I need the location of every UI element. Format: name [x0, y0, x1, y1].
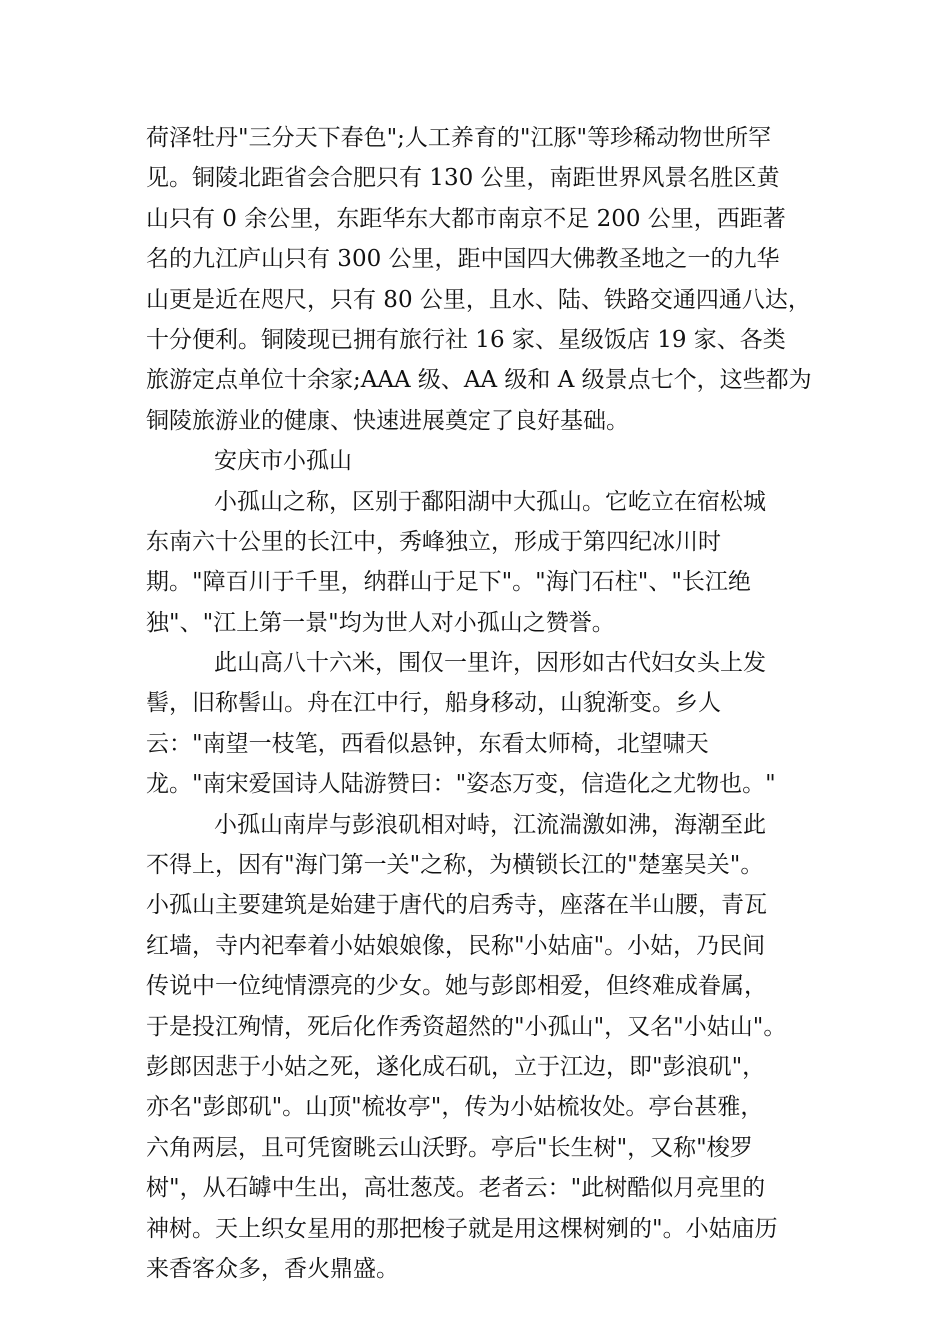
text-line: 铜陵旅游业的健康、快速进展奠定了良好基础。 [146, 407, 629, 434]
text-line: 小孤山南岸与彭浪矶相对峙，江流湍激如沸，海潮至此 [214, 811, 766, 838]
text-line: 于是投江殉情，死后化作秀资超然的"小孤山"，又名"小姑山"。 [146, 1013, 787, 1040]
text-line: 树"，从石罅中生出，高壮葱茂。老者云："此树酷似月亮里的 [146, 1175, 766, 1202]
text-line: 髻，旧称髻山。舟在江中行，船身移动，山貌渐变。乡人 [146, 690, 721, 717]
text-line: 来香客众多，香火鼎盛。 [146, 1255, 399, 1282]
text-line: 东南六十公里的长江中，秀峰独立，形成于第四纪冰川时 [146, 528, 721, 555]
text-line: 红墙，寺内祀奉着小姑娘娘像，民称"小姑庙"。小姑，乃民间 [146, 932, 766, 959]
text-line: 见。铜陵北距省会合肥只有 130 公里，南距世界风景名胜区黄 [146, 165, 780, 192]
text-line: 龙。"南宋爱国诗人陆游赞曰："姿态万变，信造化之尤物也。" [146, 771, 776, 798]
text-line: 六角两层，且可凭窗眺云山沃野。亭后"长生树"，又称"梭罗 [146, 1134, 753, 1161]
text-line: 彭郎因悲于小姑之死，遂化成石矶，立于江边，即"彭浪矶"， [146, 1053, 766, 1080]
text-line: 十分便利。铜陵现已拥有旅行社 16 家、星级饭店 19 家、各类 [146, 326, 786, 353]
text-line: 小孤山主要建筑是始建于唐代的启秀寺，座落在半山腰，青瓦 [146, 892, 767, 919]
text-line: 云："南望一枝笔，西看似悬钟，东看太师椅，北望啸天 [146, 730, 709, 757]
text-line: 小孤山之称，区别于鄱阳湖中大孤山。它屹立在宿松城 [214, 488, 766, 515]
text-line: 山更是近在咫尺，只有 80 公里，且水、陆、铁路交通四通八达， [146, 286, 811, 313]
text-line: 荷泽牡丹"三分天下春色";人工养育的"江豚"等珍稀动物世所罕 [146, 125, 772, 151]
section-heading: 安庆市小孤山 [214, 448, 352, 475]
document-body [146, 118, 836, 1289]
text-line: 神树。天上织女星用的那把梭子就是用这棵树剜的"。小姑庙历 [146, 1215, 778, 1242]
text-line: 山只有 0 余公里，东距华东大都市南京不足 200 公里，西距著 [146, 205, 786, 232]
text-line: 传说中一位纯情漂亮的少女。她与彭郎相爱，但终难成眷属， [146, 973, 767, 1000]
text-line: 期。"障百川于千里，纳群山于足下"。"海门石柱"、"长江绝 [146, 569, 751, 596]
text-line: 名的九江庐山只有 300 公里，距中国四大佛教圣地之一的九华 [146, 246, 780, 273]
text-line: 亦名"彭郎矶"。山顶"梳妆亭"，传为小姑梳妆处。亭台甚雅， [146, 1094, 764, 1121]
text-line: 不得上，因有"海门第一关"之称，为横锁长江的"楚塞吴关"。 [146, 852, 764, 879]
text-line: 旅游定点单位十余家;AAA 级、AA 级和 A 级景点七个，这些都为 [146, 367, 812, 394]
text-line: 独"、"江上第一景"均为世人对小孤山之赞誉。 [146, 609, 615, 636]
text-line: 此山高八十六米，围仅一里许，因形如古代妇女头上发 [214, 650, 766, 677]
